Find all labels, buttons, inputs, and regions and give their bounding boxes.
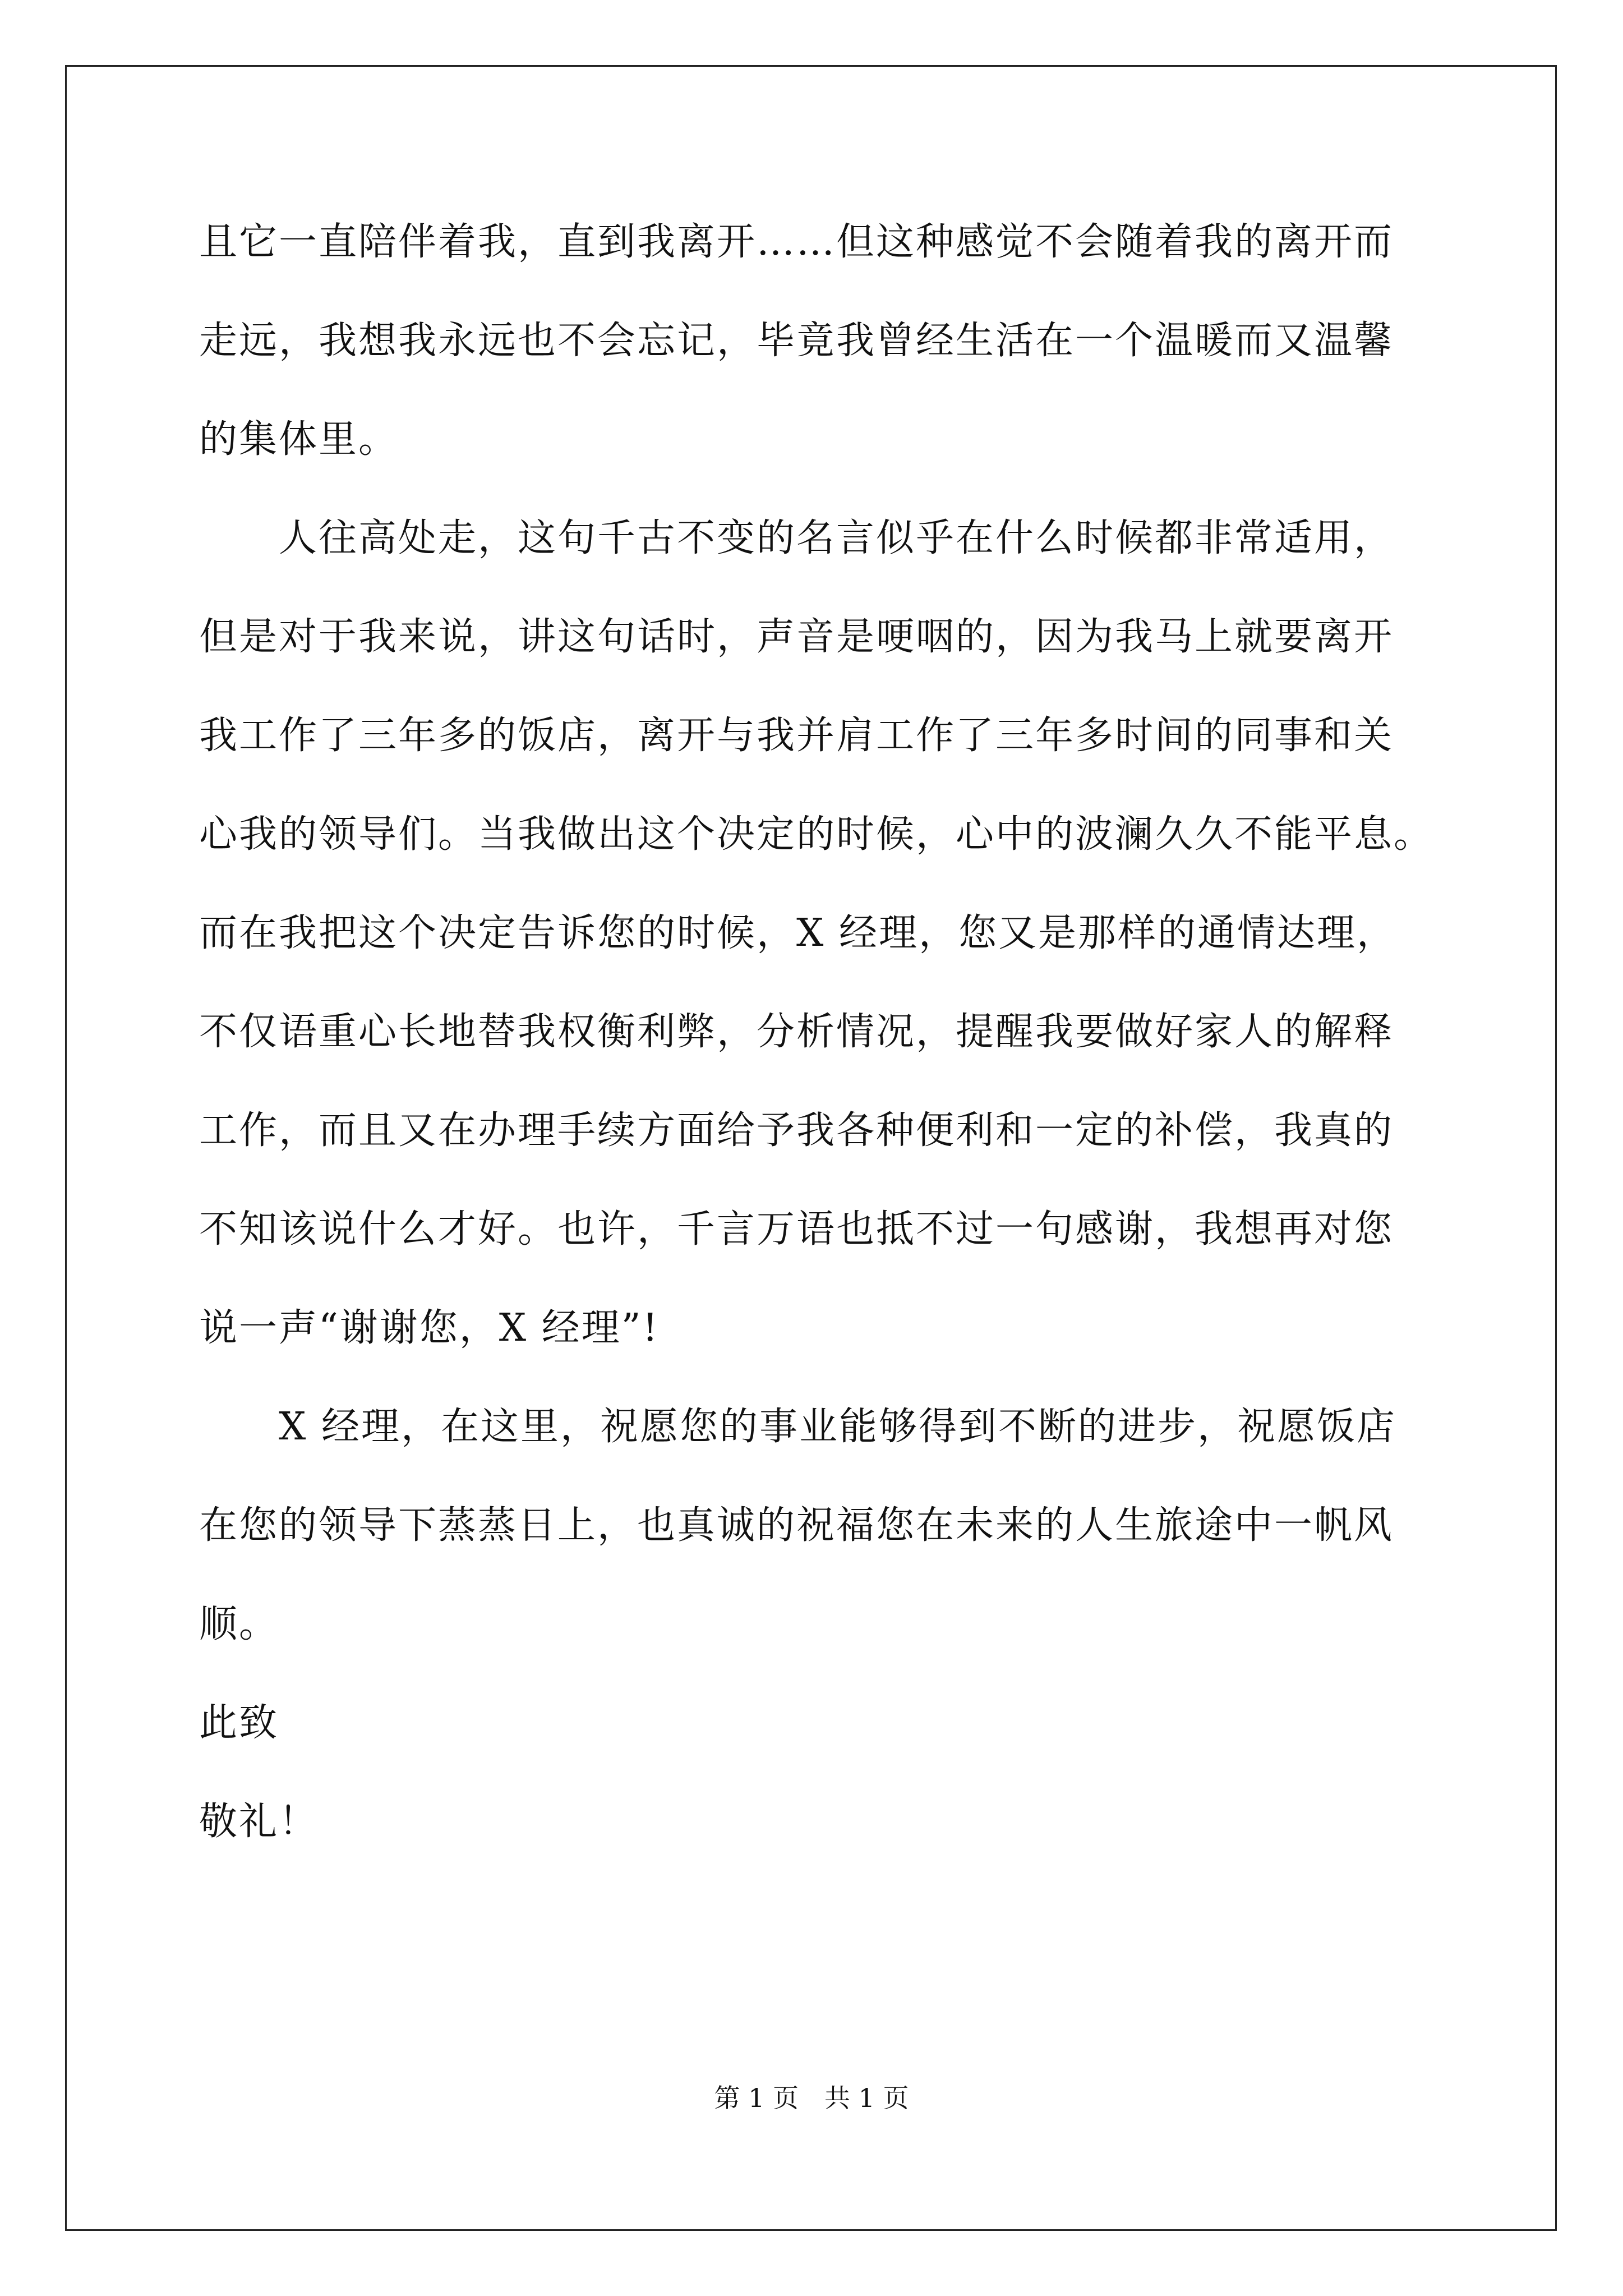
salutation-line: 敬礼！ <box>199 1800 319 1844</box>
text-line: 走远，我想我永远也不会忘记，毕竟我曾经生活在一个温暖而又温馨 <box>199 319 1394 363</box>
text-line: 但是对于我来说，讲这句话时，声音是哽咽的，因为我马上就要离开 <box>199 615 1394 659</box>
text-line: 且它一直陪伴着我，直到我离开……但这种感觉不会随着我的离开而 <box>199 220 1394 264</box>
text-line: 在您的领导下蒸蒸日上，也真诚的祝福您在未来的人生旅途中一帆风 <box>199 1503 1394 1548</box>
text-line: 工作，而且又在办理手续方面给予我各种便利和一定的补偿，我真的 <box>199 1108 1394 1153</box>
text-line: X 经理，在这里，祝愿您的事业能够得到不断的进步，祝愿饭店 <box>199 1405 1397 1449</box>
text-line: 说一声“谢谢您，X 经理”! <box>199 1306 660 1350</box>
text-line: 我工作了三年多的饭店，离开与我并肩工作了三年多时间的同事和关 <box>199 714 1394 758</box>
text-line: 顺。 <box>199 1602 279 1646</box>
text-line: 不仅语重心长地替我权衡利弊，分析情况，提醒我要做好家人的解释 <box>199 1010 1394 1054</box>
closing-line: 此致 <box>199 1701 279 1745</box>
page-number-footer: 第 1 页 共 1 页 <box>714 2083 909 2113</box>
text-line: 不知该说什么才好。也许，千言万语也抵不过一句感谢，我想再对您 <box>199 1207 1394 1251</box>
text-line: 而在我把这个决定告诉您的时候，X 经理，您又是那样的通情达理， <box>199 911 1397 955</box>
text-line: 人往高处走，这句千古不变的名言似乎在什么时候都非常适用， <box>199 516 1394 560</box>
text-line: 的集体里。 <box>199 417 399 462</box>
text-line: 心我的领导们。当我做出这个决定的时候，心中的波澜久久不能平息。 <box>199 812 1434 857</box>
